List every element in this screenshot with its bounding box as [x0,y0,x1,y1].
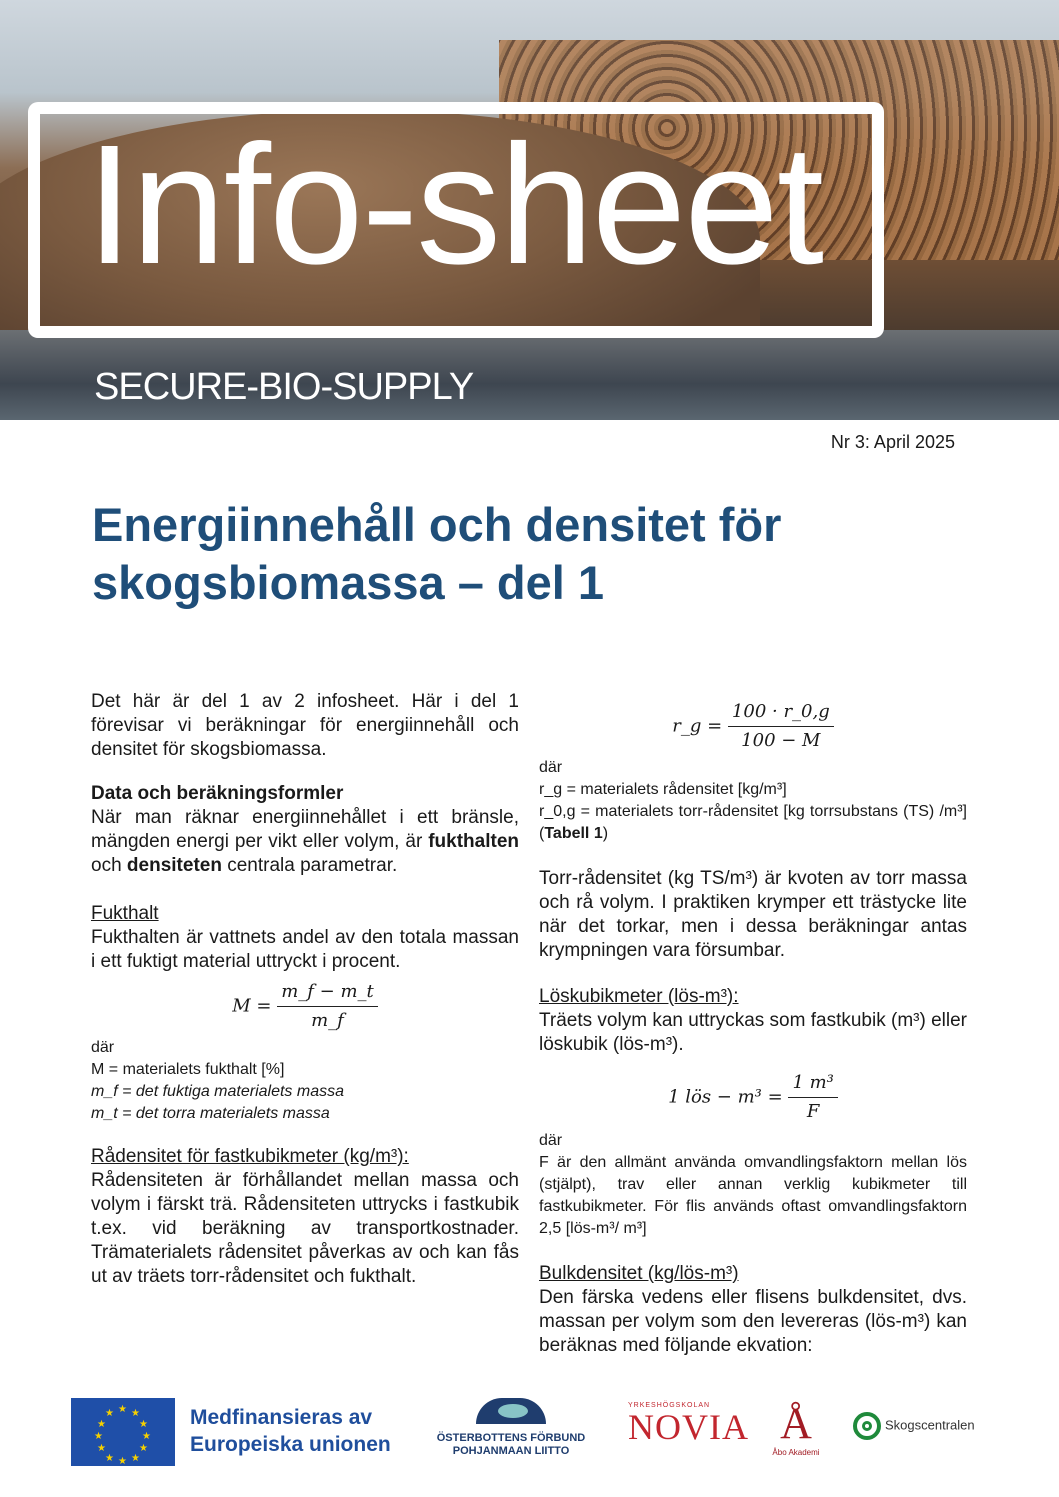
skogscentralen-ring-icon [853,1412,881,1440]
abo-akademi-logo: Å Åbo Akademi [770,1400,822,1457]
los-text: Träets volym kan uttryckas som fastkubik (m³) eller löskubik (lös-m³). [539,1010,967,1055]
landscape-icon [476,1398,546,1424]
radensitet-text: Rådensiteten är förhållandet mellan massa och volym i färskt trä. Rådensiteten uttrycks i fastkubik t.ex. vid beräkning av transportkostnader. Trämaterialets rådensitet påverkas av och kan fås ut av träets torr-rådensitet och fukthalt. [91,1170,519,1287]
issue-number: Nr 3: April 2025 [830,432,955,452]
hero-banner [0,0,1059,420]
formula-moisture: M = $\frac{m\_f - m\_t}{m\_f}$ [91,980,519,1033]
definitions-moisture: där M = materialets fukthalt [%] m_f = det fuktiga materialets massa m_t = det torra materialets massa [91,1039,344,1122]
section-heading: Data och beräkningsformler [91,783,344,804]
info-sheet-title: Info-sheet [86,110,823,300]
right-column [539,700,967,1358]
novia-logo: YRKESHÖGSKOLAN NOVIA [628,1402,749,1447]
fukthalt-text: Fukthalten är vattnets andel av den totala massan i ett fuktigt material uttryckt i procent. [91,927,519,972]
formula-raw-density: r_g = $\frac{100 \cdot r\_0,g}{100 - M}$ [539,700,967,753]
left-column [91,690,519,1289]
osterbottens-forbund-logo: ÖSTERBOTTENS FÖRBUND POHJANMAAN LIITTO [436,1398,586,1466]
definitions-density: där r_g = materialets rådensitet [kg/m³] r_0,g = materialets torr-rådensitet [kg torrsubstans (TS) /m³] (Tabell 1) [539,759,967,842]
section-text: När man räknar energiinnehållet i ett bränsle, mängden energi per vikt eller volym, är fukthalten och densiteten centrala parametrar. [91,807,519,876]
bulk-text: Den färska vedens eller flisens bulkdensitet, dvs. massan per volym som den levereras (lös-m³) kan beräknas med följande ekvation: [539,1287,967,1356]
los-heading: Löskubikmeter (lös-m³): [539,986,739,1007]
intro-text: Det här är del 1 av 2 infosheet. Här i del 1 förevisar vi beräkningar för energiinnehåll och densitet för skogsbiomassa. [91,691,519,760]
page-title: Energiinnehåll och densitet för skogsbiomassa – del 1 [92,498,782,609]
formula-loose-cubic: 1 lös − m³ = $\frac{\text{1 m³}}{F}$ [539,1071,967,1124]
footer-logos [0,1392,1059,1472]
definitions-loose: där F är den allmänt använda omvandlingsfaktorn mellan lös (stjälpt), trav eller annan verklig kubikmeter till fastkubikmeter. För flis används oftast omvandlingsfaktorn 2,5 [lös-m³/ m³] [539,1132,967,1237]
fukthalt-heading: Fukthalt [91,903,159,924]
eu-funding-text: Medfinansieras av Europeiska unionen [190,1406,391,1456]
torr-text: Torr-rådensitet (kg TS/m³) är kvoten av torr massa och rå volym. I praktiken krymper ett trästycke lite när det torkar, men i dessa beräkningar antas krympningen vara försumbar. [539,868,967,961]
radensitet-heading: Rådensitet för fastkubikmeter (kg/m³): [91,1146,409,1167]
abo-emblem-icon: Å [780,1399,812,1448]
project-name: SECURE-BIO-SUPPLY [94,366,474,408]
skogscentralen-logo: Skogscentralen [853,1412,975,1440]
eu-flag-icon: ★ ★ ★ ★ ★ ★ ★ ★ ★ ★ ★ ★ [71,1398,175,1466]
bulk-heading: Bulkdensitet (kg/lös-m³) [539,1263,739,1284]
